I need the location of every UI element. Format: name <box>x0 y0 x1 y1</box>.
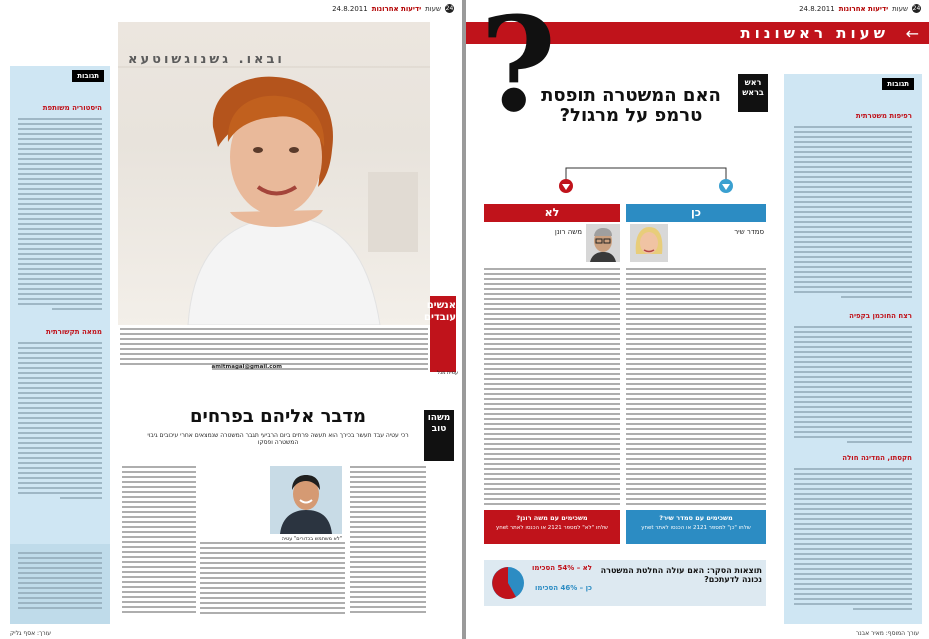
poll-no-percent: לא – 54% הסכימו <box>532 564 592 572</box>
yes-column-text <box>626 268 766 508</box>
man-portrait <box>270 466 342 534</box>
header-date: 24.8.2011 <box>332 4 368 13</box>
sidebar-subtitle-2: ממאה תקשורתית <box>46 328 102 336</box>
sidebar-text-block-1 <box>18 118 102 313</box>
wall-lettering: ובאו. גשנוגשוטעא <box>128 52 285 67</box>
no-column-text <box>484 268 620 508</box>
header-date: 24.8.2011 <box>799 4 835 13</box>
header-section: שעות <box>892 4 908 13</box>
header-paper: ידיעות אחרונות <box>838 4 889 13</box>
yes-sms-hint: שלחו "כן" למספר 2121 או הכנסו לאתר ynet <box>641 525 751 531</box>
column-badge <box>424 410 454 461</box>
poll-yes-percent: כן – 46% הסכימו <box>534 584 592 592</box>
yes-column-header: כן <box>626 204 766 222</box>
yes-author-photo <box>630 224 668 262</box>
feature-badge <box>424 296 456 372</box>
debate-tag-text: ראש בראש <box>742 78 764 97</box>
column-text-right <box>350 466 426 616</box>
yes-sms-box[interactable] <box>626 510 766 544</box>
column-photo <box>270 466 342 534</box>
no-author: משה רונן <box>554 228 582 236</box>
column-text-middle <box>200 542 345 617</box>
debate-tag <box>738 74 768 112</box>
left-page-header <box>332 4 454 13</box>
arrow-left-icon: ← <box>905 24 919 43</box>
section-title: שעות ראשונות <box>740 24 889 42</box>
sidebar-text-block-2 <box>794 326 912 446</box>
contact-box <box>10 544 110 624</box>
column-text-left <box>122 466 196 616</box>
feature-contact: amitmagal@gmail.com <box>211 364 282 370</box>
column-headline: מדבר אליהם בפרחים <box>189 406 366 427</box>
debate-connector <box>546 160 746 196</box>
sidebar-text-block-3 <box>794 468 912 613</box>
sidebar-tag: תגובות <box>882 78 914 90</box>
no-sms-title: משכימים עם משה רונן? <box>516 514 588 522</box>
sidebar-subtitle-1: רפיפות משטרתית <box>855 112 912 120</box>
poll-result-box <box>484 560 766 606</box>
poll-pie-chart <box>488 563 528 603</box>
left-page <box>0 0 462 639</box>
sidebar-text-block-2 <box>18 342 102 502</box>
column-subhead: רכי עטיה עבד תעשר בכירך הוא תעשה פרחים ביום הרביעי תגבר המשטרה שנמצאים אחרי עיכובים גיבוי המשטרה ופסקו <box>147 432 409 446</box>
man-glasses-portrait <box>586 224 620 262</box>
no-author-photo <box>586 224 620 262</box>
header-paper: ידיעות אחרונות <box>371 4 422 13</box>
no-column-header: לא <box>484 204 620 222</box>
feature-photo <box>118 22 430 325</box>
right-page-header <box>799 4 921 13</box>
yes-author: סמדר שיר <box>734 228 764 236</box>
sidebar-subtitle-3: חקסתו, המדינה חולה <box>842 454 912 462</box>
sidebar-tag: תגובות <box>72 70 104 82</box>
right-page <box>466 0 929 639</box>
feature-badge-text: אנשים עובדים <box>424 300 456 323</box>
sidebar-subtitle-2: רצח החוכמן בקפיה <box>849 312 912 320</box>
column-photo-caption: "לא משתמש בכדורים" עטיה <box>281 536 342 542</box>
question-mark-graphic: ? <box>480 0 557 141</box>
debate-question: האם המשטרה תופסת טרמפ על מרגול? <box>541 85 721 126</box>
left-sidebar <box>10 66 110 624</box>
woman-portrait <box>118 22 430 325</box>
feature-byline: עמית מגל <box>437 370 458 376</box>
no-sms-box[interactable] <box>484 510 620 544</box>
sidebar-text-block-1 <box>794 126 912 301</box>
right-footer: עורך המוסף: מאיר אבנר <box>855 630 919 637</box>
column-badge-text: משהו טוב <box>427 413 451 434</box>
poll-question: תוצאות הסקר: האם עולה החלטת המשטרה נכונה לדעתכם? <box>600 566 762 584</box>
no-sms-hint: שלחו "לא" למספר 2121 או הכנסו לאתר ynet <box>496 525 608 531</box>
page-number: 24 <box>912 5 921 12</box>
sidebar-subtitle-1: היסטוריה משותפת <box>42 104 102 112</box>
yes-sms-title: משכימים עם סמדר שיר? <box>659 514 733 522</box>
header-section: שעות <box>425 4 441 13</box>
woman-blonde-portrait <box>630 224 668 262</box>
page-number: 24 <box>445 5 454 12</box>
left-footer: עורך: אסף גליק <box>10 630 52 637</box>
right-sidebar <box>784 74 922 624</box>
